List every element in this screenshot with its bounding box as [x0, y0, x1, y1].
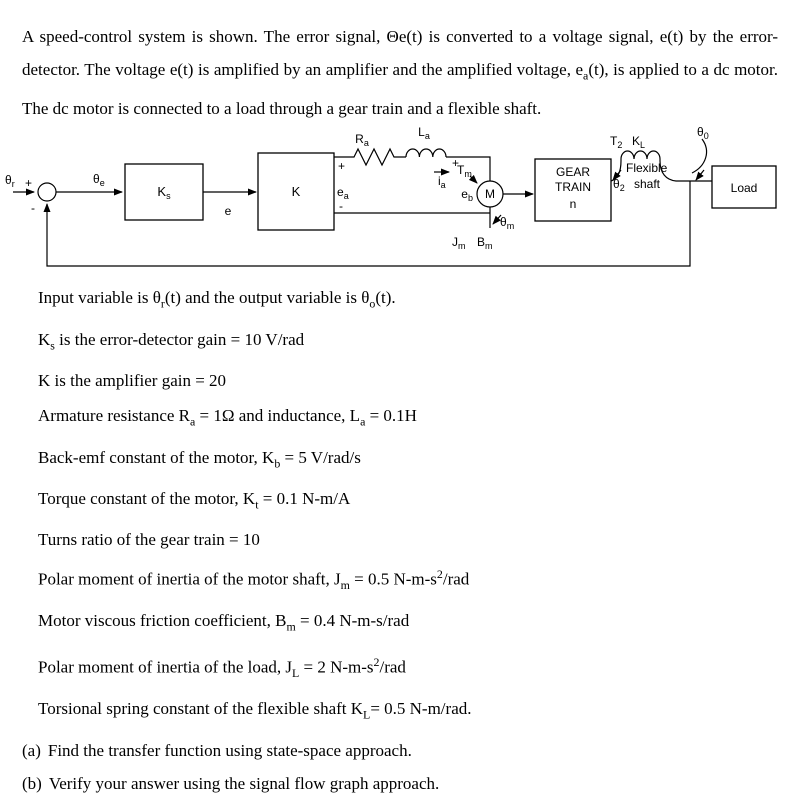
label-e: e — [224, 204, 232, 219]
question-b-label: (b) — [22, 774, 42, 794]
parameter-list — [38, 280, 778, 732]
label-flexible: Flexible — [626, 161, 668, 176]
label-theta-m: $\theta_m$ — [500, 215, 515, 232]
statement-load-inertia: Polar moment of inertia of the load, $J_L = 2$ $N-m-s^2$/rad — [38, 654, 406, 680]
label-bm: $B_m$ — [477, 235, 493, 252]
question-a-label: (a) — [22, 741, 41, 761]
label-ia: $i_a$ — [438, 174, 446, 191]
label-k: K — [291, 184, 301, 200]
summing-junction — [38, 183, 56, 201]
minus-left-sign: - — [339, 199, 343, 214]
torque-arrow — [470, 176, 477, 183]
label-t2: $T_2$ — [610, 134, 623, 151]
label-ea: $e_a$ — [337, 185, 349, 202]
speed-control-block-diagram — [0, 125, 800, 270]
problem-intro: A speed-control system is shown. The error signal, Θe(t) is converted to a voltage signal, e(t) by the error-detector. The voltage e(t) is amplified by an amplifier and the amplified voltage, $e_a(t)$, is applied to a dc motor. The dc motor is connected to a load through a gear train and a flexible shaft. — [22, 27, 778, 119]
label-ks: $K_s$ — [157, 184, 171, 202]
label-n: n — [569, 197, 577, 212]
question-a — [22, 734, 778, 767]
label-load: Load — [730, 181, 758, 196]
label-theta-e: $\theta_e$ — [93, 172, 105, 189]
theta0-rotation-arrow — [696, 170, 704, 180]
statement-io-variables: Input variable is $\theta_r(t)$ and the output variable is $\theta_o(t)$. — [38, 288, 396, 311]
question-b — [22, 767, 778, 800]
inductor-symbol — [406, 149, 446, 157]
statement-motor-inertia: Polar moment of inertia of the motor shaft, $J_m = 0.5$ $N-m-s^2$/rad — [38, 567, 470, 593]
label-theta-2: $\theta_2$ — [613, 177, 625, 194]
label-ra: $R_a$ — [355, 132, 369, 149]
statement-error-detector-gain: $K_s$ is the error-detector gain = 10 V/rad — [38, 329, 305, 353]
label-eb: $e_b$ — [461, 187, 473, 204]
label-la: $L_a$ — [418, 125, 430, 142]
statement-torque-constant: Torque constant of the motor, $K_t = 0.1$ N-m/A — [38, 488, 351, 512]
label-tm: $T_m$ — [457, 163, 472, 180]
label-shaft: shaft — [634, 177, 661, 192]
label-motor: M — [485, 187, 495, 202]
statement-back-emf-constant: Back-emf constant of the motor, $K_b = 5$ V/rad/s — [38, 447, 361, 470]
label-gear: GEAR — [555, 165, 591, 180]
sum-minus-sign: - — [31, 201, 35, 216]
question-b-text: Verify your answer using the signal flow graph approach. — [48, 774, 440, 794]
statement-armature-resistance: Armature resistance $R_a = 1\Omega$ and inductance, $L_a = 0.1H$ — [38, 406, 417, 429]
question-list — [22, 734, 778, 800]
plus-right-sign: + — [452, 156, 460, 171]
statement-amplifier-gain: K is the amplifier gain = 20 — [38, 371, 227, 391]
label-theta-0: $\theta_0$ — [697, 125, 709, 142]
theta0-pointer-curve — [692, 139, 707, 173]
label-train: TRAIN — [555, 180, 591, 195]
question-a-text: Find the transfer function using state-space approach. — [47, 741, 412, 761]
label-theta-r: $\theta_r$ — [5, 173, 15, 190]
feedback-path — [47, 181, 690, 266]
block-diagram-figure — [5, 125, 778, 270]
label-kl: $K_L$ — [632, 134, 646, 151]
plus-left-sign: + — [338, 159, 346, 174]
sum-plus-sign: + — [25, 176, 33, 191]
statement-torsional-spring: Torsional spring constant of the flexible shaft $K_L= 0.5$ N-m/rad. — [38, 698, 472, 722]
label-jm: $J_m$ — [452, 235, 466, 252]
statement-viscous-friction: Motor viscous friction coefficient, $B_m = 0.4$ N-m-s/rad — [38, 611, 410, 634]
statement-turns-ratio: Turns ratio of the gear train = 10 — [38, 530, 260, 550]
